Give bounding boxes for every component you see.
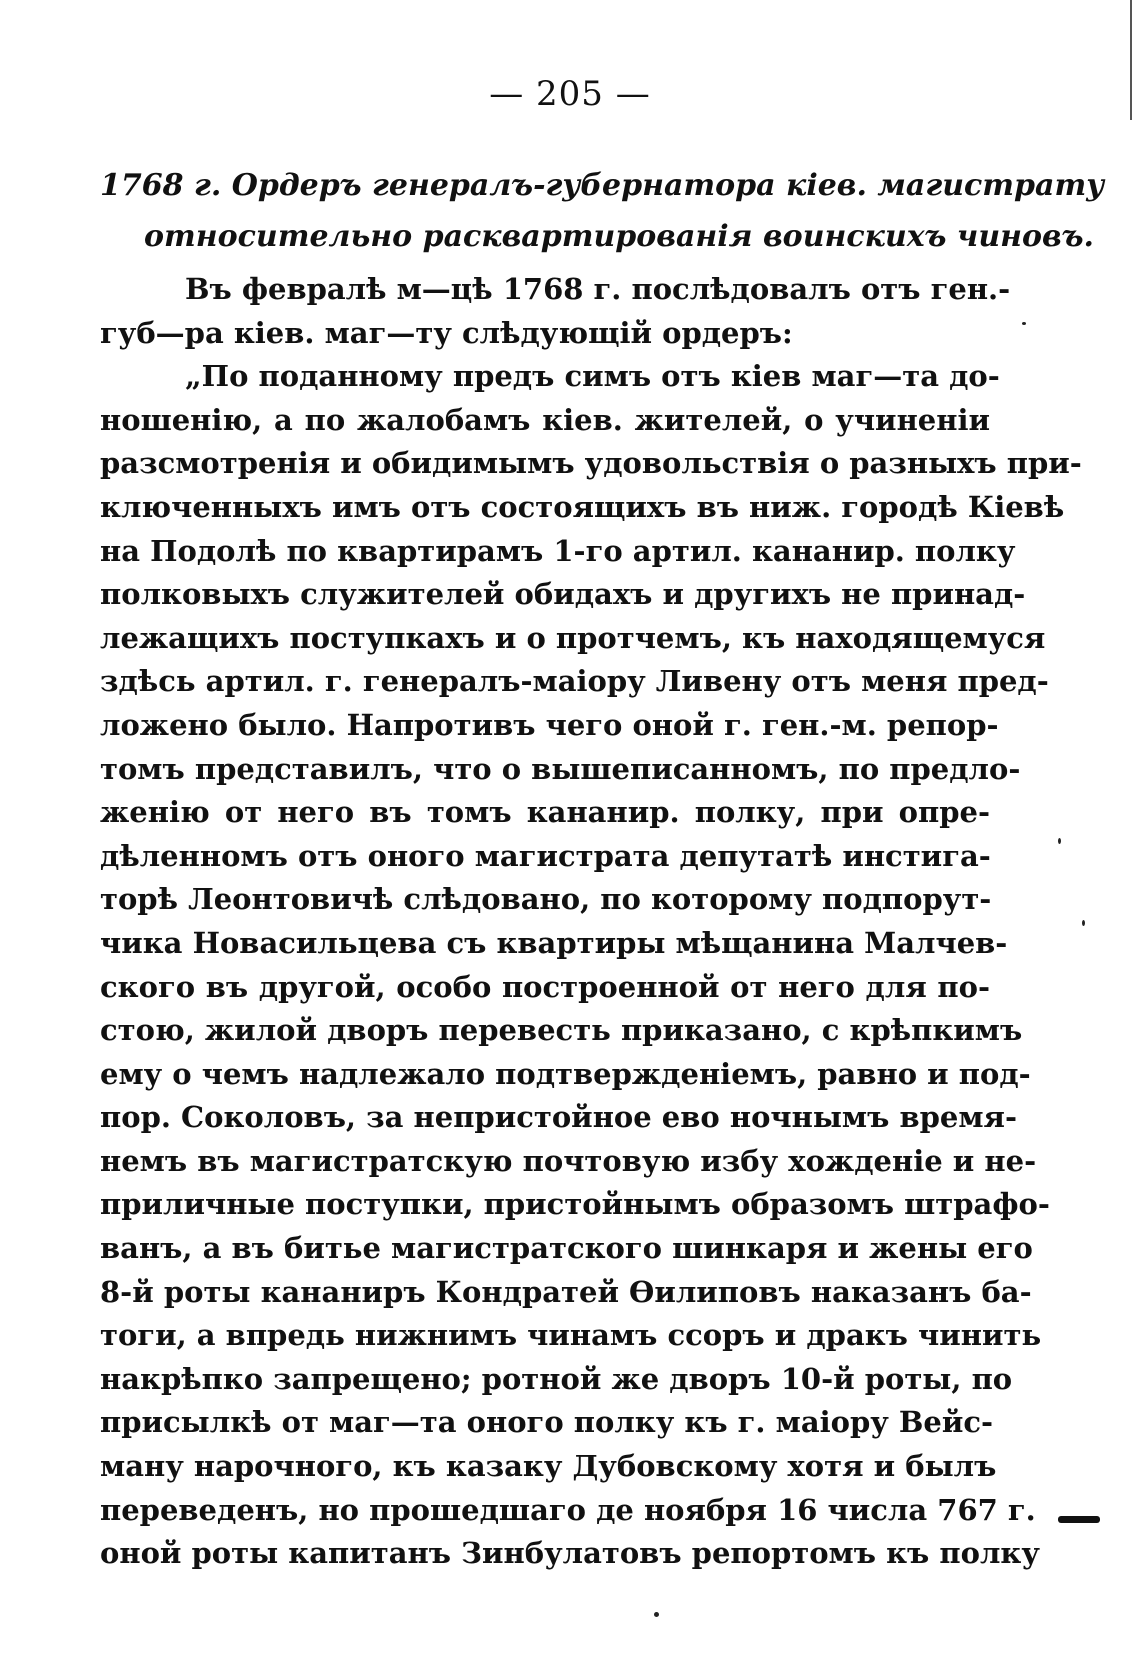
- text-line: пор. Соколовъ, за непристойное ево ночнымъ время-: [100, 1100, 1017, 1135]
- text-line: немъ въ магистратскую почтовую избу хожденіе и не-: [100, 1143, 1037, 1178]
- body-text: [100, 268, 1082, 1576]
- page-number: — 205 —: [489, 74, 651, 114]
- scan-speck: [1022, 322, 1026, 325]
- text-line: здѣсь артил. г. генералъ-маіору Ливену отъ меня пред-: [100, 664, 1049, 699]
- text-line: ключенныхъ имъ отъ состоящихъ въ ниж. городѣ Кіевѣ: [100, 489, 1065, 524]
- text-line: Въ февралѣ м—цѣ 1768 г. послѣдовалъ отъ ген.-: [185, 272, 1011, 306]
- scan-speck: [1058, 838, 1061, 844]
- text-line: накрѣпко запрещено; ротной же дворъ 10-й роты, по: [100, 1361, 1013, 1396]
- text-line: оной роты капитанъ Зинбулатовъ репортомъ къ полку: [100, 1536, 1040, 1571]
- text-line: ложено было. Напротивъ чего оной г. ген.-м. репор-: [100, 707, 999, 742]
- text-line: на Подолѣ по квартирамъ 1-го артил. кананир. полку: [100, 533, 1016, 568]
- text-line: „По поданному предъ симъ отъ кіев маг—та до-: [185, 359, 1000, 394]
- text-line: женію от него въ томъ кананир. полку, при опре-: [100, 795, 990, 830]
- text-line: томъ представилъ, что о вышеписанномъ, по предло-: [100, 751, 1021, 786]
- scan-speck: [654, 1612, 659, 1617]
- text-line: ему о чемъ надлежало подтвержденіемъ, равно и под-: [100, 1056, 1031, 1091]
- text-line: губ—ра кіев. маг—ту слѣдующій ордеръ:: [100, 315, 793, 350]
- scan-speck: [1082, 920, 1085, 926]
- text-line: ванъ, а въ битье магистратского шинкаря и жены его: [100, 1231, 1033, 1266]
- heading-line-2: относительно расквартированія воинскихъ чиновъ.: [144, 219, 1094, 254]
- text-line: чика Новасильцева съ квартиры мѣщанина Малчев-: [100, 925, 1008, 960]
- section-heading: [100, 160, 1105, 262]
- scan-dash-mark: [1058, 1516, 1100, 1523]
- heading-line-1: 1768 г. Ордеръ генералъ-губернатора кіев. магистрату: [100, 168, 1105, 203]
- text-line: ману нарочного, къ казаку Дубовскому хотя и былъ: [100, 1449, 997, 1484]
- text-line: разсмотренія и обидимымъ удовольствія о разныхъ при-: [100, 446, 1082, 481]
- text-line: полковыхъ служителей обидахъ и другихъ не принад-: [100, 577, 1026, 612]
- text-line: дѣленномъ отъ оного магистрата депутатѣ инстига-: [100, 838, 991, 873]
- text-line: торѣ Леонтовичѣ слѣдовано, по которому подпорут-: [100, 882, 992, 917]
- text-line: стою, жилой дворъ перевесть приказано, с крѣпкимъ: [100, 1013, 1023, 1048]
- text-line: переведенъ, но прошедшаго де ноября 16 числа 767 г.: [100, 1492, 1036, 1527]
- text-line: присылкѣ от маг—та оного полку къ г. маіору Вейс-: [100, 1405, 994, 1440]
- text-line: ношенію, а по жалобамъ кіев. жителей, о учиненіи: [100, 402, 990, 437]
- text-line: лежащихъ поступкахъ и о протчемъ, къ находящемуся: [100, 620, 1046, 655]
- text-line: 8-й роты кананиръ Кондратей Ѳилиповъ наказанъ ба-: [100, 1274, 1032, 1309]
- text-line: ского въ другой, особо построенной от него для по-: [100, 969, 990, 1004]
- text-line: тоги, а впредь нижнимъ чинамъ ссоръ и дракъ чинить: [100, 1318, 1042, 1353]
- text-line: приличные поступки, пристойнымъ образомъ штрафо-: [100, 1187, 1050, 1222]
